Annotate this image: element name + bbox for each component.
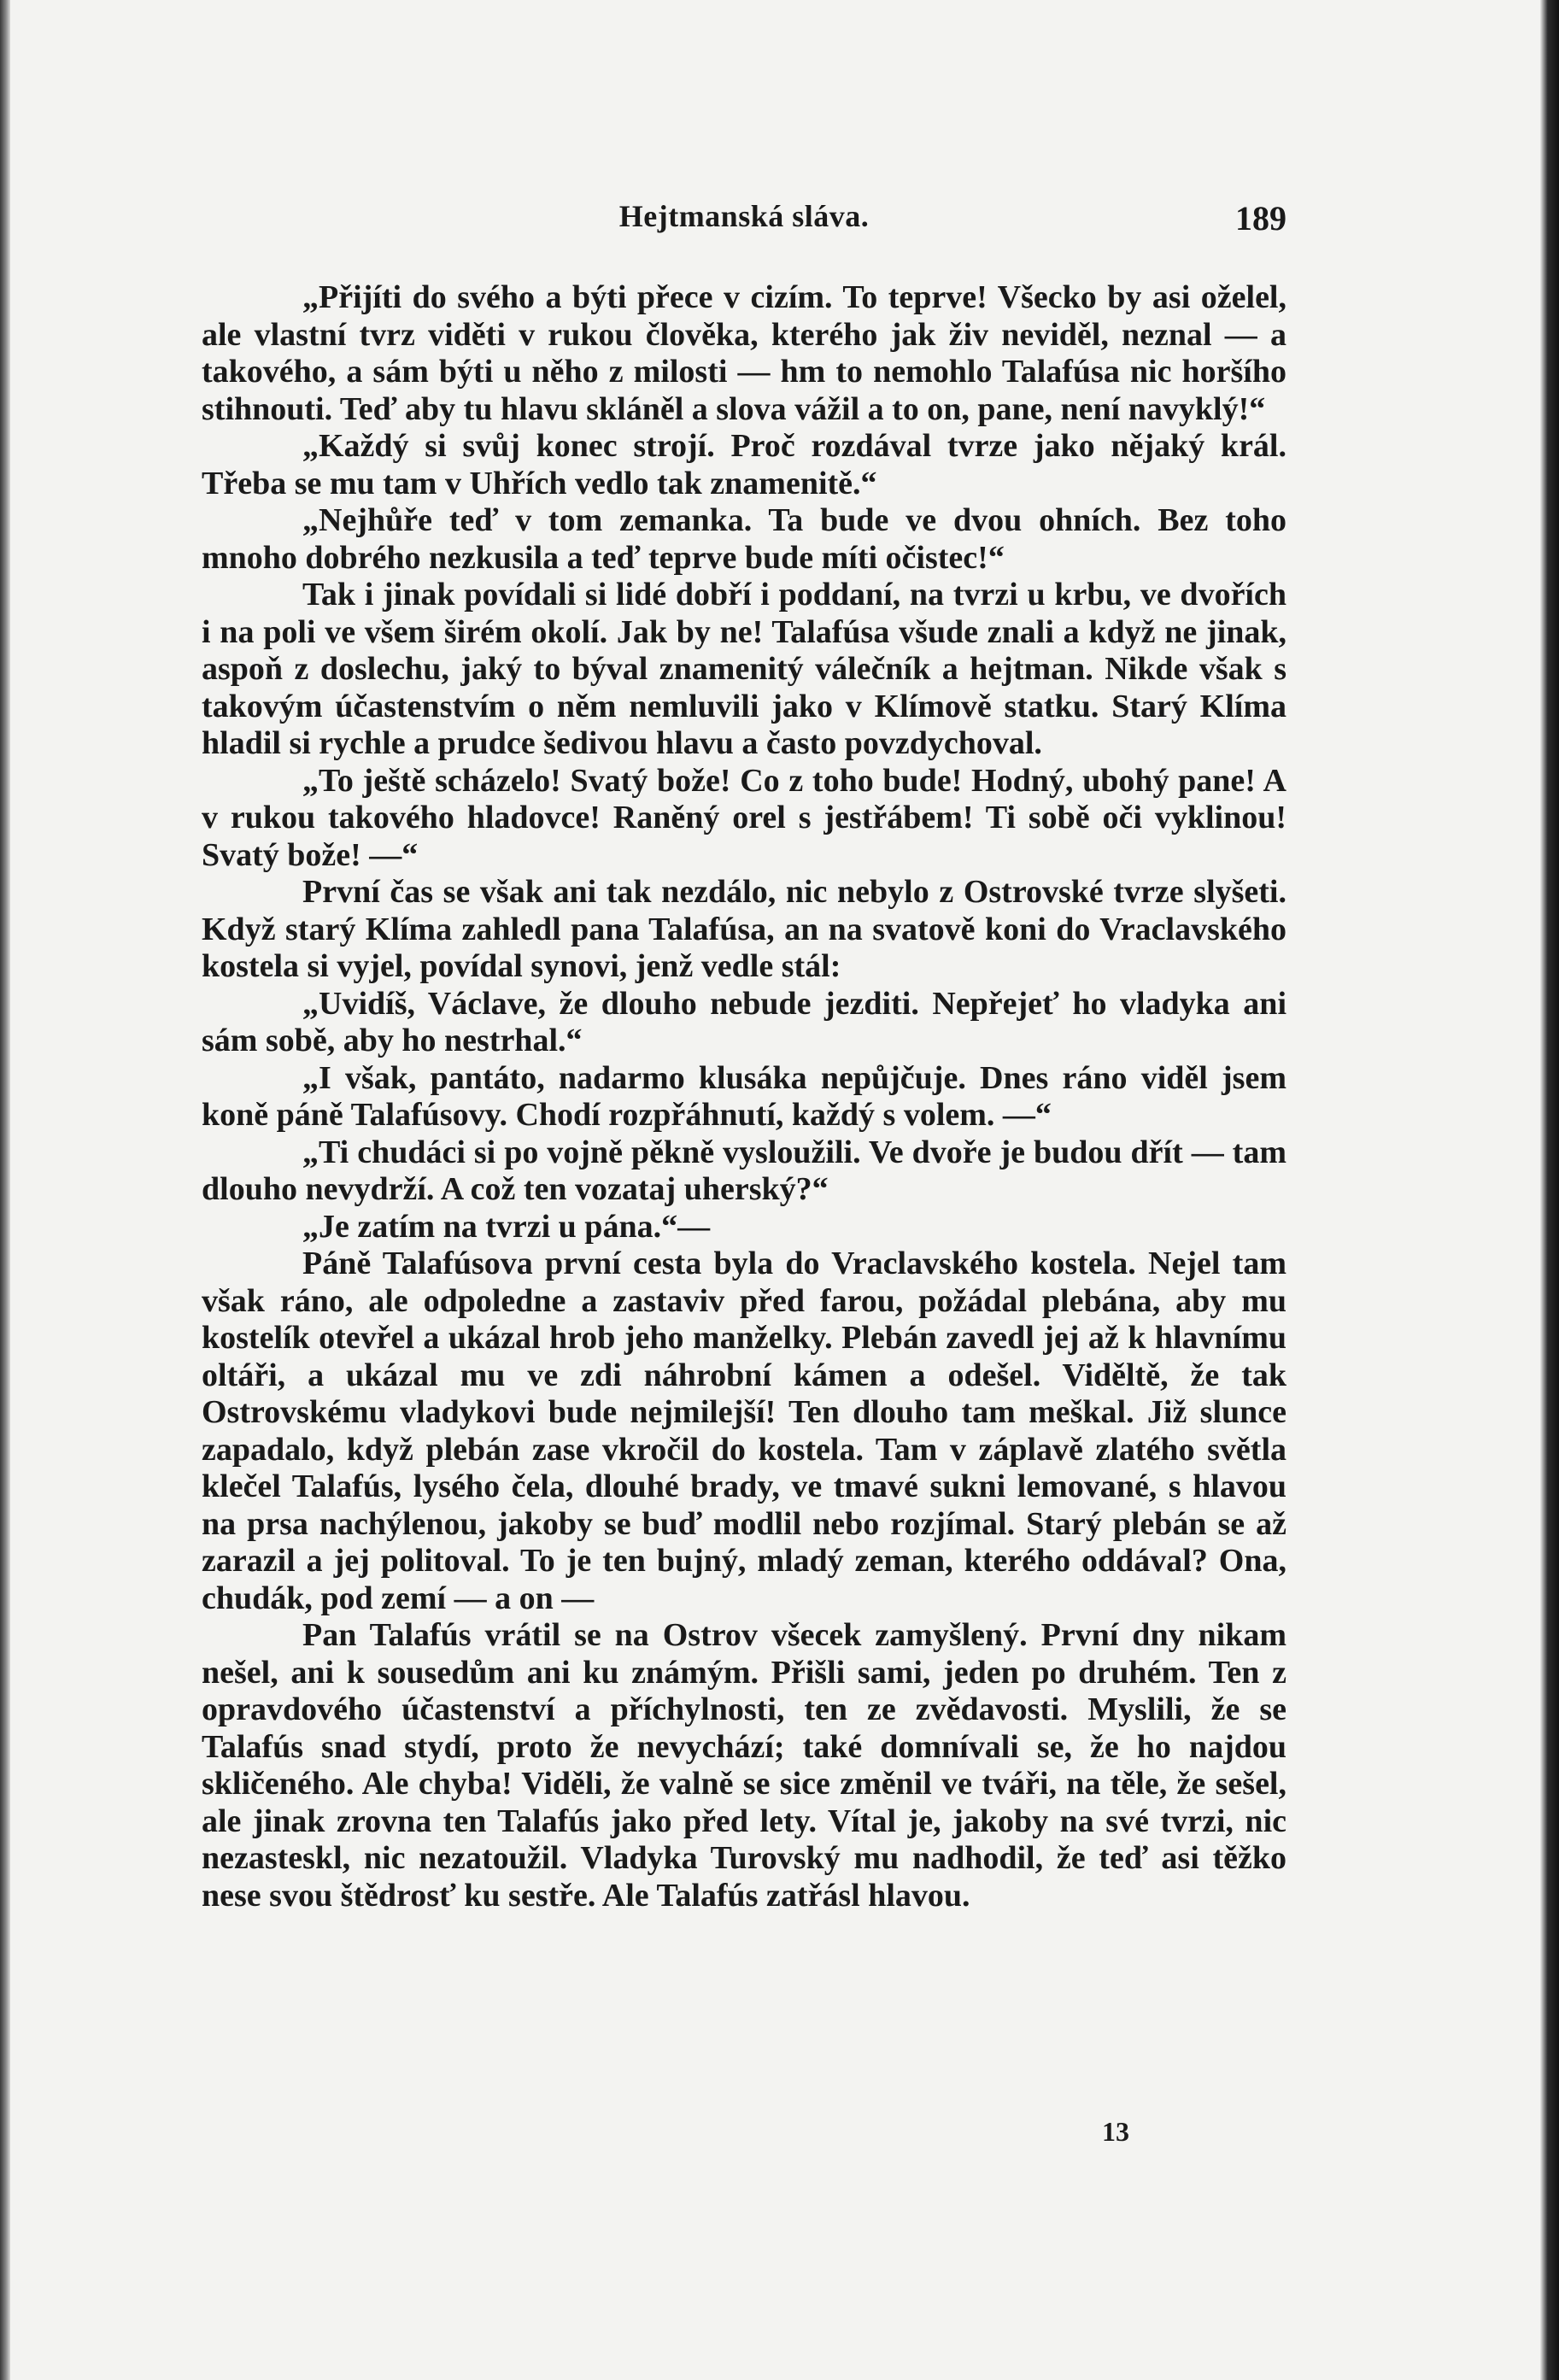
binding-shadow-left xyxy=(0,0,10,2380)
paragraph: „I však, pantáto, nadarmo klusáka nepůjčuje. Dnes ráno viděl jsem koně páně Talafúsovy. Chodí rozpřáhnutí, každý s volem. —“ xyxy=(202,1059,1286,1133)
paragraph: Tak i jinak povídali si lidé dobří i poddaní, na tvrzi u krbu, ve dvořích i na poli ve všem širém okolí. Jak by ne! Talafúsa všude znali a když ne jinak, aspoň z doslechu, jaký to býval znamenitý válečník a hejtman. Nikde však s takovým účastenstvím o něm nemluvili jako v Klímově statku. Starý Klíma hladil si rychle a prudce šedivou hlavu a často povzdychoval. xyxy=(202,577,1286,761)
paragraph: „Každý si svůj konec strojí. Proč rozdával tvrze jako nějaký král. Třeba se mu tam v Uhřích vedlo tak znamenitě.“ xyxy=(202,428,1286,501)
page-number: 189 xyxy=(1235,199,1286,237)
paragraph: „Je zatím na tvrzi u pána.“— xyxy=(302,1208,711,1245)
paragraph: První čas se však ani tak nezdálo, nic nebylo z Ostrovské tvrze slyšeti. Když starý Klíma zahledl pana Talafúsa, an na svatově koni do Vraclavského kostela si vyjel, povídal synovi, jenž vedle stál: xyxy=(202,874,1286,984)
paragraph: „Přijíti do svého a býti přece v cizím. To teprve! Všecko by asi oželel, ale vlastní tvrz viděti v rukou člověka, kterého jak živ neviděl, neznal — a takového, a sám býti u něho z milosti — hm to nemohlo Talafúsa nic horšího stihnouti. Teď aby tu hlavu skláněl a slova vážil a to on, pane, není navyklý!“ xyxy=(202,279,1286,427)
paragraph: „Nejhůře teď v tom zemanka. Ta bude ve dvou ohních. Bez toho mnoho dobrého nezkusila a teď teprve bude míti očistec!“ xyxy=(202,502,1286,576)
binding-shadow-right xyxy=(1540,0,1559,2380)
paragraph: „To ještě scházelo! Svatý bože! Co z toho bude! Hodný, ubohý pane! A v rukou takového hladovce! Raněný orel s jestřábem! Ti sobě oči vyklinou! Svatý bože! —“ xyxy=(202,762,1286,873)
running-title: Hejtmanská sláva. xyxy=(618,199,870,233)
running-header xyxy=(202,195,1286,246)
paragraph: Páně Talafúsova první cesta byla do Vraclavského kostela. Nejel tam však ráno, ale odpoledne a zastaviv před farou, požádal plebána, aby mu kostelík otevřel a ukázal hrob jeho manželky. Plebán zavedl jej až k hlavnímu oltáři, a ukázal mu ve zdi náhrobní kámen a odešel. Viděltě, že tak Ostrovskému vladykovi bude nejmilejší! Ten dlouho tam meškal. Již slunce zapadalo, když plebán zase vkročil do kostela. Tam v záplavě zlatého světla klečel Talafús, lysého čela, dlouhé brady, ve tmavé sukni lemované, s hlavou na prsa nachýlenou, jakoby se buď modlil nebo rozjímal. Starý plebán se až zarazil a jej politoval. To je ten bujný, mladý zeman, kterého oddával? Ona, chudák, pod zemí — a on — xyxy=(202,1246,1286,1616)
signature-mark: 13 xyxy=(1102,2116,1129,2147)
paragraph: „Ti chudáci si po vojně pěkně vysloužili. Ve dvoře je budou dřít — tam dlouho nevydrží. A což ten vozataj uherský?“ xyxy=(202,1134,1286,1207)
paragraph: Pan Talafús vrátil se na Ostrov všecek zamyšlený. První dny nikam nešel, ani k sousedům ani ku známým. Přišli sami, jeden po druhém. Ten z opravdového účastenství a příchylnosti, ten ze zvědavosti. Myslili, že se Talafús snad stydí, proto že nevychází; také domnívali se, že ho najdou skličeného. Ale chyba! Viděli, že valně se sice změnil ve tváři, na těle, že sešel, ale jinak zrovna ten Talafús jako před lety. Vítal je, jakoby na své tvrzi, nic nezasteskl, nic nezatoužil. Vladyka Turovský mu nadhodil, že teď asi těžko nese svou štědrosť ku sestře. Ale Talafús zatřásl hlavou. xyxy=(202,1617,1286,1914)
body-text xyxy=(202,279,1286,2116)
paragraph: „Uvidíš, Václave, že dlouho nebude jezditi. Nepřejeť ho vladyka ani sám sobě, aby ho nestrhal.“ xyxy=(202,985,1286,1058)
